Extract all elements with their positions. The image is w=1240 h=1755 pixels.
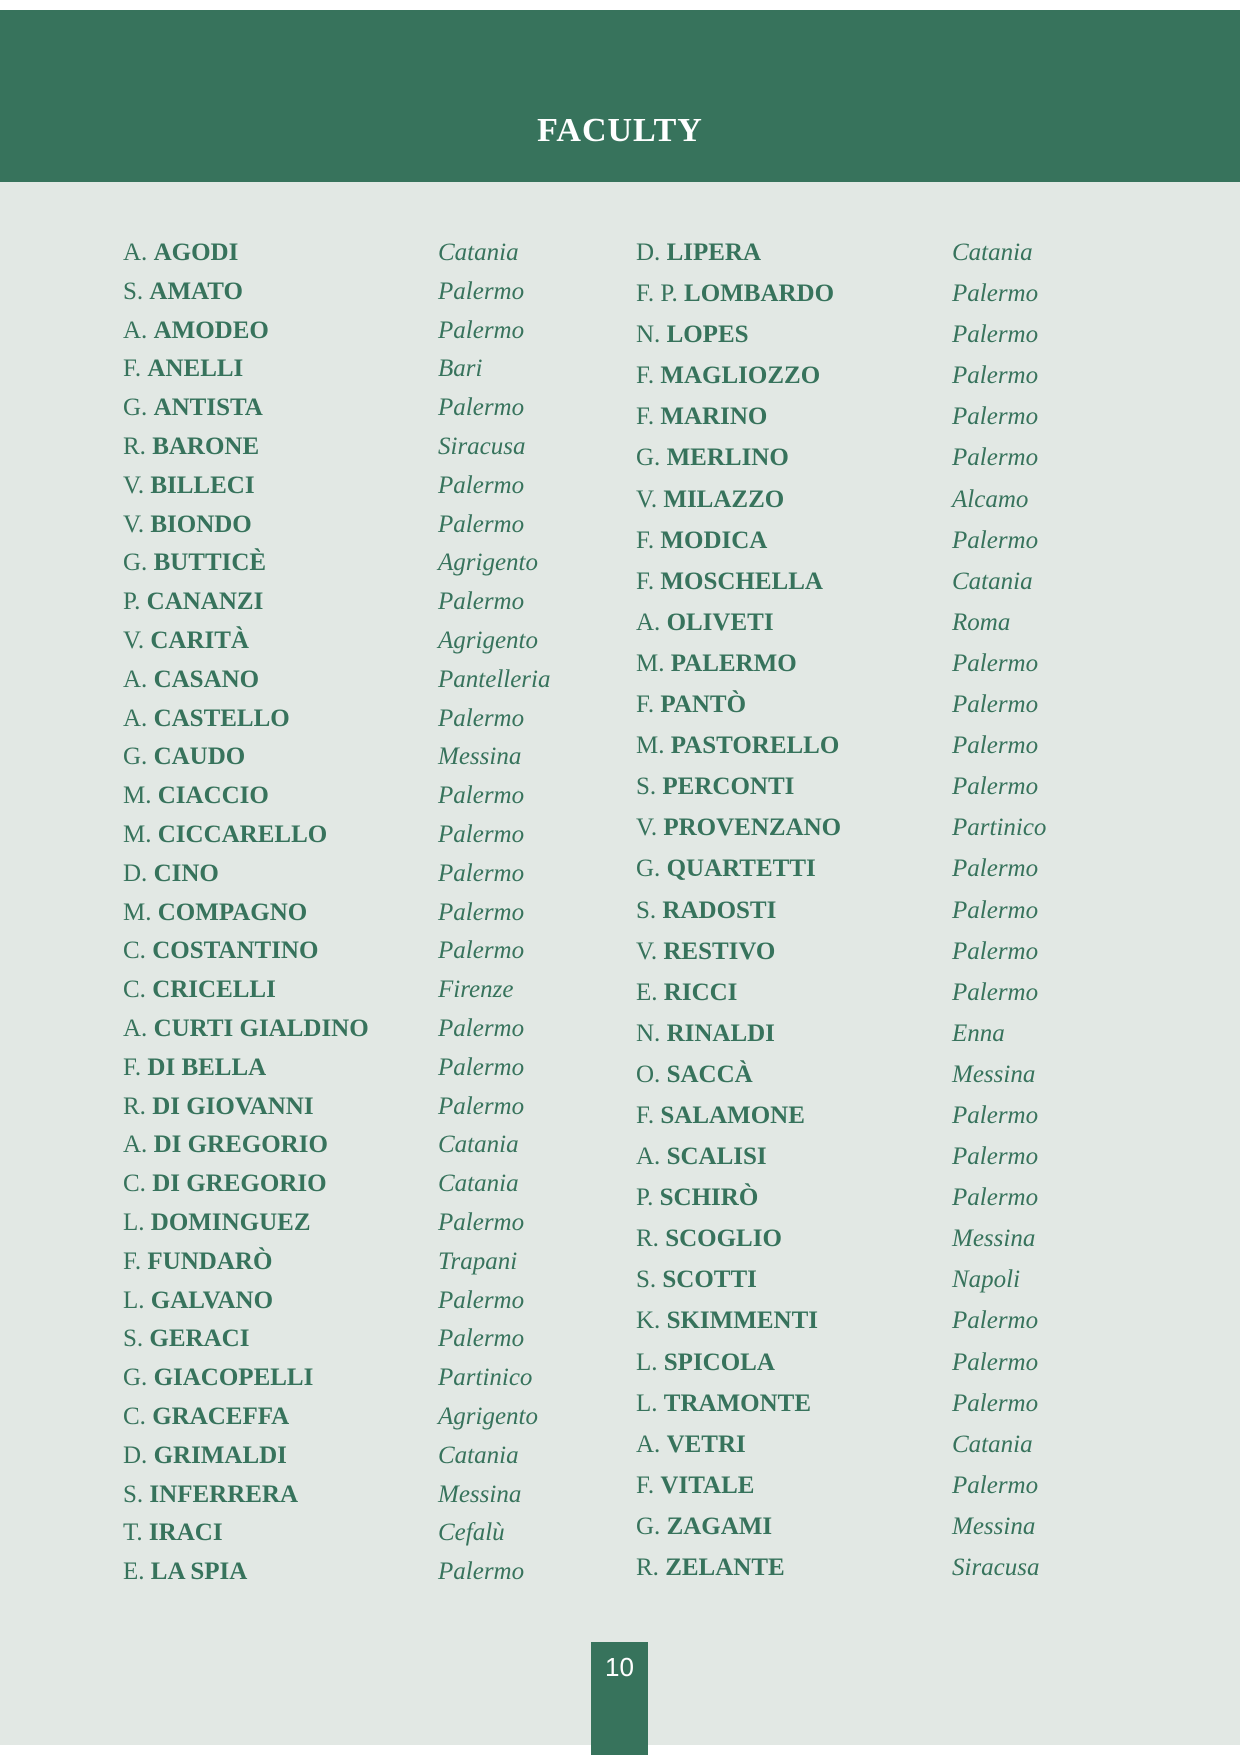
faculty-initial: G. [123, 549, 148, 577]
faculty-name [636, 402, 767, 432]
faculty-initial: P. [636, 1184, 654, 1212]
faculty-city: Pantelleria [438, 665, 551, 693]
faculty-city: Palermo [438, 1558, 525, 1586]
faculty-surname: PASTORELLO [670, 732, 840, 760]
faculty-initial: S. [123, 1325, 144, 1353]
faculty-surname: GRIMALDI [153, 1441, 287, 1469]
faculty-surname: COMPAGNO [157, 898, 308, 926]
faculty-initial: L. [636, 1389, 658, 1417]
faculty-surname: MERLINO [666, 444, 789, 472]
faculty-name [123, 1363, 313, 1393]
faculty-surname: LA SPIA [150, 1558, 248, 1586]
faculty-name [636, 1389, 811, 1419]
faculty-initial: A. [123, 239, 148, 266]
faculty-surname: OLIVETI [666, 608, 774, 636]
faculty-initial: V. [123, 510, 145, 538]
faculty-initial: S. [636, 1266, 657, 1294]
faculty-surname: SPICOLA [663, 1348, 775, 1376]
faculty-name [636, 1019, 775, 1049]
faculty-initial: A. [123, 1131, 148, 1159]
faculty-name [123, 1247, 272, 1277]
faculty-surname: GIACOPELLI [153, 1364, 314, 1392]
faculty-name [123, 1324, 249, 1354]
faculty-city: Messina [438, 1480, 522, 1508]
faculty-city: Palermo [438, 471, 525, 499]
faculty-name [123, 393, 263, 423]
faculty-initial: S. [123, 1480, 144, 1508]
faculty-initial: C. [123, 1170, 146, 1198]
faculty-surname: SCOGLIO [665, 1225, 782, 1253]
faculty-initial: F. [636, 1471, 655, 1499]
faculty-name [123, 1169, 327, 1199]
faculty-initial: M. [123, 820, 152, 848]
faculty-name [123, 1557, 247, 1587]
faculty-name [123, 354, 243, 384]
faculty-initial: G. [636, 444, 661, 472]
faculty-city: Palermo [952, 978, 1039, 1006]
faculty-initial: R. [636, 1554, 659, 1581]
faculty-city: Palermo [952, 1389, 1039, 1417]
faculty-initial: A. [123, 665, 148, 693]
faculty-initial: R. [123, 1092, 146, 1120]
faculty-name [123, 238, 238, 268]
faculty-city: Palermo [952, 1101, 1039, 1129]
faculty-initial: L. [123, 1286, 145, 1314]
faculty-initial: A. [636, 1143, 661, 1171]
faculty-name [123, 510, 252, 540]
faculty-surname: SCOTTI [662, 1266, 757, 1294]
faculty-surname: BIONDO [150, 510, 252, 538]
faculty-name [123, 316, 269, 346]
faculty-initial: F. [636, 691, 655, 719]
faculty-name [123, 587, 263, 617]
faculty-surname: BUTTICÈ [153, 549, 267, 577]
faculty-surname: SKIMMENTI [666, 1307, 818, 1335]
faculty-initial: F. P. [636, 280, 678, 308]
faculty-city: Palermo [952, 773, 1039, 801]
faculty-surname: AGODI [153, 239, 239, 266]
faculty-city: Alcamo [952, 485, 1029, 513]
page-number-tab [591, 1642, 648, 1755]
faculty-surname: GERACI [149, 1325, 250, 1353]
faculty-surname: LIPERA [666, 239, 762, 266]
faculty-surname: CINO [153, 859, 219, 887]
faculty-name [636, 854, 816, 884]
faculty-surname: DI GREGORIO [153, 1131, 328, 1159]
faculty-surname: VETRI [666, 1430, 746, 1458]
faculty-surname: CASTELLO [153, 704, 290, 732]
faculty-name [636, 361, 820, 391]
faculty-name [123, 1518, 223, 1548]
faculty-initial: G. [123, 1364, 148, 1392]
faculty-surname: MODICA [660, 526, 768, 554]
faculty-initial: S. [636, 896, 657, 924]
faculty-city: Palermo [952, 362, 1039, 390]
faculty-surname: DI GREGORIO [152, 1170, 327, 1198]
faculty-name [123, 277, 243, 307]
faculty-city: Messina [438, 743, 522, 771]
faculty-surname: LOMBARDO [684, 280, 835, 308]
faculty-surname: DI BELLA [147, 1053, 267, 1081]
faculty-initial: V. [636, 814, 658, 842]
faculty-surname: RESTIVO [663, 937, 776, 965]
faculty-initial: G. [123, 743, 148, 771]
faculty-initial: M. [123, 898, 152, 926]
faculty-name [123, 975, 276, 1005]
faculty-initial: F. [636, 362, 655, 390]
faculty-initial: V. [636, 485, 658, 513]
faculty-name [123, 781, 269, 811]
faculty-initial: S. [636, 773, 657, 801]
faculty-city: Palermo [952, 1307, 1039, 1335]
faculty-name [636, 1553, 785, 1583]
faculty-initial: V. [636, 937, 658, 965]
faculty-name [636, 1265, 757, 1295]
faculty-initial: C. [123, 937, 146, 965]
faculty-initial: P. [123, 588, 141, 616]
faculty-city: Palermo [438, 316, 525, 344]
faculty-initial: A. [636, 608, 661, 636]
faculty-name [636, 526, 767, 556]
faculty-city: Palermo [952, 1184, 1039, 1212]
faculty-city: Palermo [438, 1053, 525, 1081]
faculty-city: Palermo [438, 588, 525, 616]
faculty-city: Agrigento [438, 1402, 538, 1430]
faculty-surname: DOMINGUEZ [150, 1208, 311, 1236]
faculty-initial: S. [123, 277, 144, 305]
faculty-city: Catania [438, 1441, 519, 1469]
faculty-city: Partinico [952, 814, 1047, 842]
faculty-city: Agrigento [438, 626, 538, 654]
faculty-city: Palermo [438, 1014, 525, 1042]
faculty-surname: MAGLIOZZO [660, 362, 821, 390]
faculty-city: Palermo [952, 732, 1039, 760]
faculty-name [123, 1480, 298, 1510]
faculty-initial: F. [123, 1053, 142, 1081]
faculty-name [636, 731, 839, 761]
faculty-initial: G. [123, 394, 148, 422]
faculty-initial: D. [123, 859, 148, 887]
faculty-initial: D. [123, 1441, 148, 1469]
faculty-surname: GALVANO [150, 1286, 274, 1314]
faculty-city: Palermo [438, 782, 525, 810]
faculty-city: Palermo [952, 937, 1039, 965]
faculty-city: Roma [952, 608, 1011, 636]
faculty-initial: E. [636, 978, 658, 1006]
faculty-city: Messina [952, 1512, 1036, 1540]
faculty-city: Palermo [952, 280, 1039, 308]
faculty-name [123, 1208, 311, 1238]
faculty-surname: PANTÒ [660, 691, 747, 719]
faculty-name [123, 1130, 328, 1160]
faculty-name [636, 485, 784, 515]
faculty-name [636, 1348, 775, 1378]
faculty-name [636, 978, 737, 1008]
faculty-surname: IRACI [148, 1519, 223, 1547]
faculty-name [123, 859, 219, 889]
faculty-surname: SALAMONE [660, 1101, 805, 1129]
faculty-initial: F. [636, 526, 655, 554]
faculty-city: Partinico [438, 1364, 533, 1392]
faculty-surname: DI GIOVANNI [152, 1092, 314, 1120]
faculty-name [636, 608, 774, 638]
page-title: FACULTY [537, 112, 703, 149]
faculty-city: Bari [438, 355, 483, 383]
faculty-name [636, 320, 749, 350]
faculty-surname: CRICELLI [152, 976, 276, 1004]
faculty-city: Palermo [952, 855, 1039, 883]
faculty-name [123, 898, 307, 928]
faculty-name [123, 1441, 287, 1471]
faculty-surname: MARINO [660, 403, 768, 431]
faculty-surname: LOPES [666, 321, 749, 349]
faculty-city: Palermo [952, 444, 1039, 472]
faculty-initial: L. [636, 1348, 658, 1376]
faculty-city: Catania [438, 1170, 519, 1198]
faculty-initial: R. [636, 1225, 659, 1253]
faculty-surname: SCALISI [666, 1143, 767, 1171]
faculty-city: Palermo [438, 704, 525, 732]
faculty-initial: O. [636, 1060, 661, 1088]
faculty-name [636, 1512, 772, 1542]
faculty-name [123, 1092, 314, 1122]
faculty-initial: L. [123, 1208, 145, 1236]
faculty-initial: V. [123, 626, 145, 654]
faculty-initial: E. [123, 1558, 145, 1586]
faculty-initial: F. [636, 567, 655, 595]
faculty-surname: CAUDO [153, 743, 246, 771]
faculty-city: Palermo [438, 937, 525, 965]
faculty-city: Palermo [438, 1208, 525, 1236]
faculty-city: Palermo [438, 1092, 525, 1120]
faculty-name [636, 1060, 753, 1090]
faculty-surname: SCHIRÒ [659, 1184, 759, 1212]
faculty-name [123, 820, 327, 850]
faculty-city: Palermo [952, 896, 1039, 924]
faculty-city: Palermo [438, 277, 525, 305]
faculty-city: Palermo [438, 394, 525, 422]
faculty-city: Palermo [438, 820, 525, 848]
faculty-city: Agrigento [438, 549, 538, 577]
faculty-surname: SACCÀ [666, 1060, 753, 1088]
faculty-name [123, 1402, 289, 1432]
faculty-city: Messina [952, 1225, 1036, 1253]
faculty-name [636, 1183, 758, 1213]
faculty-initial: G. [636, 1512, 661, 1540]
faculty-initial: M. [123, 782, 152, 810]
faculty-surname: AMATO [149, 277, 243, 305]
faculty-surname: CASANO [153, 665, 260, 693]
faculty-name [636, 649, 797, 679]
faculty-name [636, 1142, 767, 1172]
faculty-initial: T. [123, 1519, 143, 1547]
faculty-name [123, 1053, 266, 1083]
faculty-name [636, 567, 823, 597]
faculty-name [123, 665, 259, 695]
faculty-name [636, 1101, 805, 1131]
faculty-name [123, 1014, 369, 1044]
faculty-city: Palermo [952, 403, 1039, 431]
faculty-surname: GRACEFFA [152, 1402, 290, 1430]
faculty-city: Palermo [952, 321, 1039, 349]
faculty-city: Enna [952, 1019, 1005, 1047]
faculty-city: Cefalù [438, 1519, 505, 1547]
faculty-initial: M. [636, 649, 665, 677]
faculty-city: Palermo [438, 859, 525, 887]
faculty-name [123, 704, 290, 734]
faculty-city: Palermo [952, 526, 1039, 554]
page-number: 10 [605, 1652, 634, 1682]
faculty-surname: ANTISTA [153, 394, 263, 422]
faculty-surname: INFERRERA [149, 1480, 299, 1508]
faculty-surname: RINALDI [666, 1019, 775, 1047]
faculty-name [123, 742, 245, 772]
faculty-surname: RICCI [663, 978, 738, 1006]
faculty-city: Firenze [438, 976, 514, 1004]
faculty-city: Catania [952, 567, 1033, 595]
faculty-surname: CANANZI [146, 588, 264, 616]
faculty-surname: ZAGAMI [666, 1512, 773, 1540]
faculty-initial: M. [636, 732, 665, 760]
faculty-city: Palermo [438, 1286, 525, 1314]
faculty-city: Palermo [952, 1143, 1039, 1171]
faculty-initial: N. [636, 321, 661, 349]
faculty-initial: G. [636, 855, 661, 883]
faculty-surname: QUARTETTI [666, 855, 816, 883]
faculty-name [636, 937, 775, 967]
faculty-surname: CIACCIO [157, 782, 269, 810]
faculty-name [636, 1306, 818, 1336]
faculty-name [636, 238, 761, 268]
faculty-name [123, 626, 249, 656]
faculty-city: Messina [952, 1060, 1036, 1088]
faculty-city: Palermo [438, 510, 525, 538]
faculty-city: Catania [952, 1430, 1033, 1458]
faculty-initial: C. [123, 976, 146, 1004]
faculty-initial: F. [636, 1101, 655, 1129]
faculty-name [636, 772, 794, 802]
faculty-surname: ZELANTE [665, 1554, 785, 1581]
faculty-initial: A. [123, 704, 148, 732]
faculty-city: Palermo [438, 1325, 525, 1353]
faculty-name [636, 690, 746, 720]
faculty-initial: N. [636, 1019, 661, 1047]
faculty-page [0, 10, 1240, 1745]
faculty-initial: K. [636, 1307, 661, 1335]
faculty-surname: CURTI GIALDINO [153, 1014, 369, 1042]
faculty-city: Napoli [952, 1266, 1021, 1294]
faculty-initial: C. [123, 1402, 146, 1430]
faculty-surname: BILLECI [150, 471, 255, 499]
faculty-city: Catania [952, 239, 1033, 266]
faculty-surname: PALERMO [670, 649, 797, 677]
faculty-name [123, 548, 266, 578]
faculty-initial: F. [636, 403, 655, 431]
faculty-city: Trapani [438, 1247, 518, 1275]
faculty-surname: RADOSTI [662, 896, 777, 924]
faculty-name [123, 1286, 273, 1316]
faculty-name [123, 432, 259, 462]
faculty-city: Catania [438, 239, 519, 266]
faculty-surname: MILAZZO [663, 485, 785, 513]
faculty-city: Siracusa [438, 432, 526, 460]
faculty-city: Palermo [952, 691, 1039, 719]
faculty-surname: BARONE [152, 432, 260, 460]
faculty-surname: VITALE [660, 1471, 755, 1499]
faculty-city: Palermo [952, 1348, 1039, 1376]
faculty-surname: CARITÀ [150, 626, 249, 654]
faculty-name [636, 1430, 746, 1460]
faculty-name [636, 896, 776, 926]
faculty-surname: MOSCHELLA [660, 567, 823, 595]
faculty-initial: A. [636, 1430, 661, 1458]
faculty-initial: V. [123, 471, 145, 499]
faculty-city: Palermo [438, 898, 525, 926]
faculty-initial: F. [123, 355, 142, 383]
faculty-surname: FUNDARÒ [147, 1247, 273, 1275]
faculty-name [636, 1224, 782, 1254]
faculty-surname: ANELLI [147, 355, 244, 383]
faculty-name [123, 471, 255, 501]
faculty-surname: TRAMONTE [663, 1389, 812, 1417]
faculty-city: Siracusa [952, 1554, 1040, 1581]
faculty-initial: A. [123, 1014, 148, 1042]
faculty-surname: PERCONTI [662, 773, 795, 801]
faculty-city: Palermo [952, 649, 1039, 677]
faculty-surname: PROVENZANO [663, 814, 842, 842]
header-band [0, 10, 1240, 182]
faculty-name [636, 443, 789, 473]
faculty-initial: R. [123, 432, 146, 460]
faculty-name [636, 1471, 754, 1501]
faculty-name [636, 279, 834, 309]
faculty-city: Palermo [952, 1471, 1039, 1499]
faculty-name [123, 936, 318, 966]
faculty-surname: COSTANTINO [152, 937, 319, 965]
faculty-initial: D. [636, 239, 661, 266]
faculty-surname: CICCARELLO [157, 820, 328, 848]
faculty-name [636, 813, 841, 843]
faculty-surname: AMODEO [153, 316, 269, 344]
faculty-initial: F. [123, 1247, 142, 1275]
faculty-initial: A. [123, 316, 148, 344]
faculty-city: Catania [438, 1131, 519, 1159]
